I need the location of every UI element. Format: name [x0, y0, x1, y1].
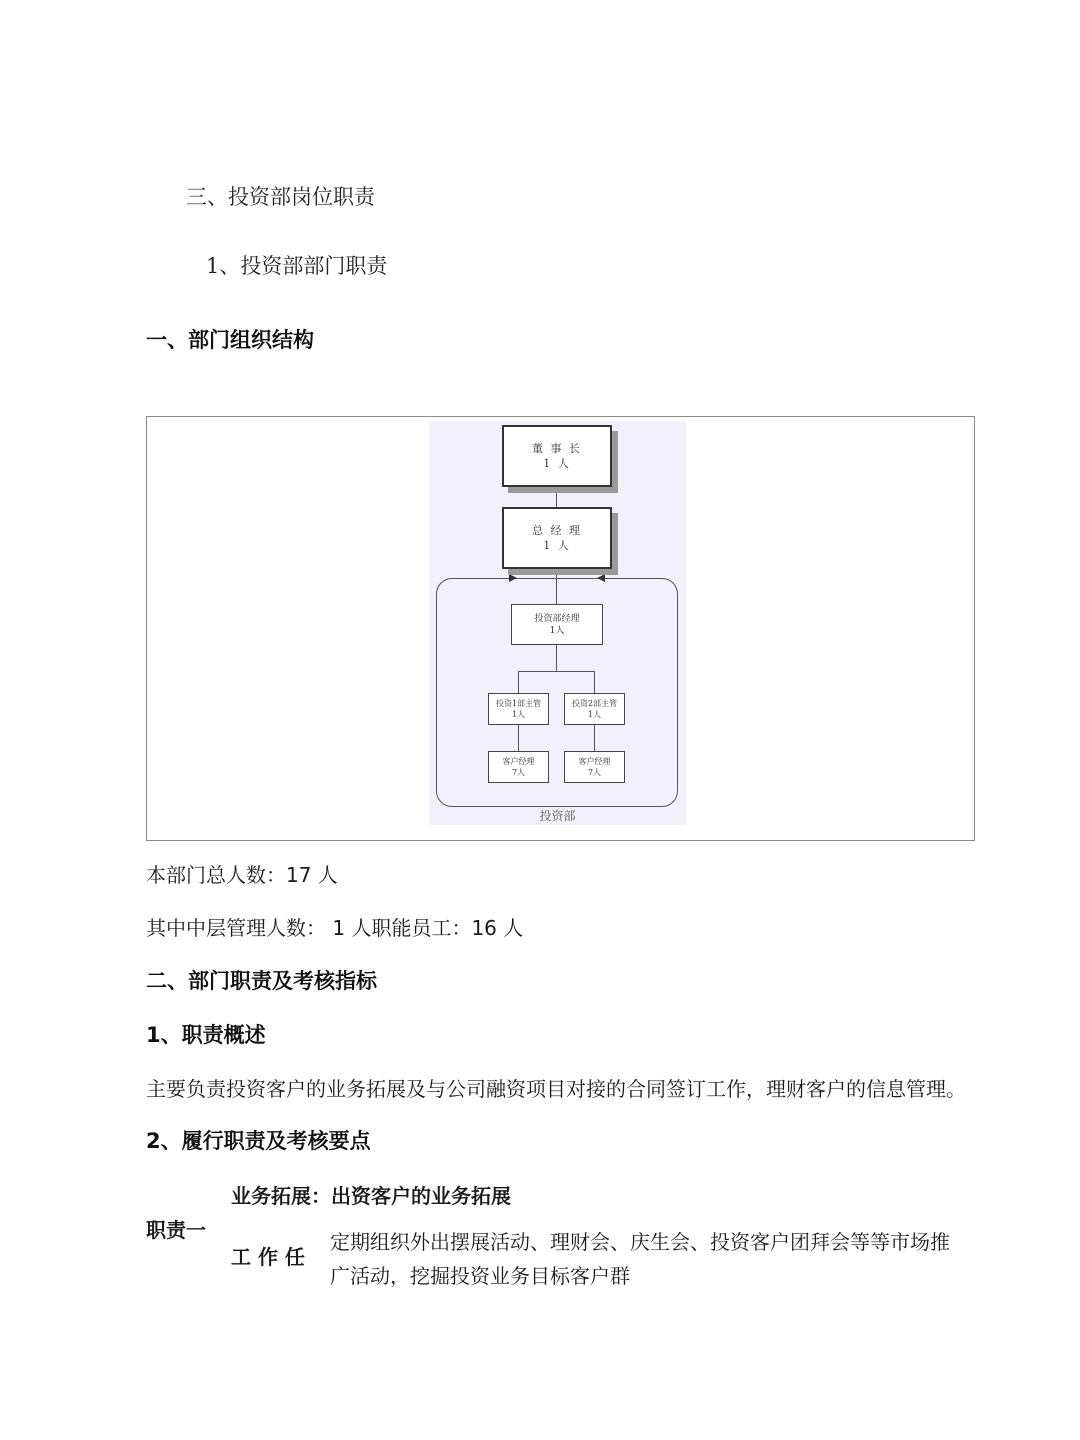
org-structure-heading: 一、部门组织结构: [146, 328, 314, 352]
node-title: 客户经理: [578, 757, 611, 766]
node-count: 1人: [511, 710, 526, 719]
node-title: 投资部经理: [534, 613, 580, 624]
node-supervisor-1: [488, 693, 549, 725]
headcount-total: 本部门总人数：17 人: [146, 863, 338, 887]
node-count: 1 人: [543, 539, 571, 552]
duties-heading: 二、部门职责及考核指标: [146, 969, 377, 993]
node-general-manager: [502, 507, 612, 569]
node-account-manager-2: [564, 751, 625, 783]
node-title: 客户经理: [502, 757, 535, 766]
node-count: 7人: [511, 768, 526, 777]
node-account-manager-1: [488, 751, 549, 783]
connector-line: [556, 489, 557, 507]
kpi-heading: 2、履行职责及考核要点: [146, 1129, 371, 1153]
node-supervisor-2: [564, 693, 625, 725]
node-title: 投资2部主管: [571, 699, 618, 708]
overview-text: 主要负责投资客户的业务拓展及与公司融资项目对接的合同签订工作，理财客户的信息管理。: [146, 1077, 966, 1101]
investment-dept-label: 投资部: [539, 809, 576, 823]
node-title: 投资1部主管: [495, 699, 542, 708]
duty-one-title: 业务拓展：出资客户的业务拓展: [231, 1184, 511, 1208]
headcount-detail: 其中中层管理人数： 1 人职能员工：16 人: [146, 916, 524, 940]
node-title: 董 事 长: [532, 442, 582, 455]
section-three-heading: 三、投资部岗位职责: [186, 185, 375, 209]
arrow-right-icon: [509, 574, 517, 582]
node-dept-manager: [511, 604, 603, 645]
node-chairman: [502, 425, 612, 487]
duty-one-work-text-2: 广活动，挖掘投资业务目标客户群: [330, 1264, 630, 1288]
duty-one-work-text-1: 定期组织外出摆展活动、理财会、庆生会、投资客户团拜会等等市场推: [330, 1230, 950, 1254]
overview-heading: 1、职责概述: [146, 1023, 266, 1047]
duty-one-work-label: 工 作 任: [231, 1245, 305, 1269]
node-count: 7人: [587, 768, 602, 777]
node-title: 总 经 理: [532, 524, 582, 537]
node-count: 1 人: [543, 457, 571, 470]
arrow-left-icon: [597, 574, 605, 582]
node-count: 1人: [587, 710, 602, 719]
node-count: 1人: [549, 625, 565, 636]
sub-heading: 1、投资部部门职责: [206, 254, 388, 278]
duty-one-label: 职责一: [146, 1218, 206, 1242]
org-chart: [146, 416, 975, 841]
